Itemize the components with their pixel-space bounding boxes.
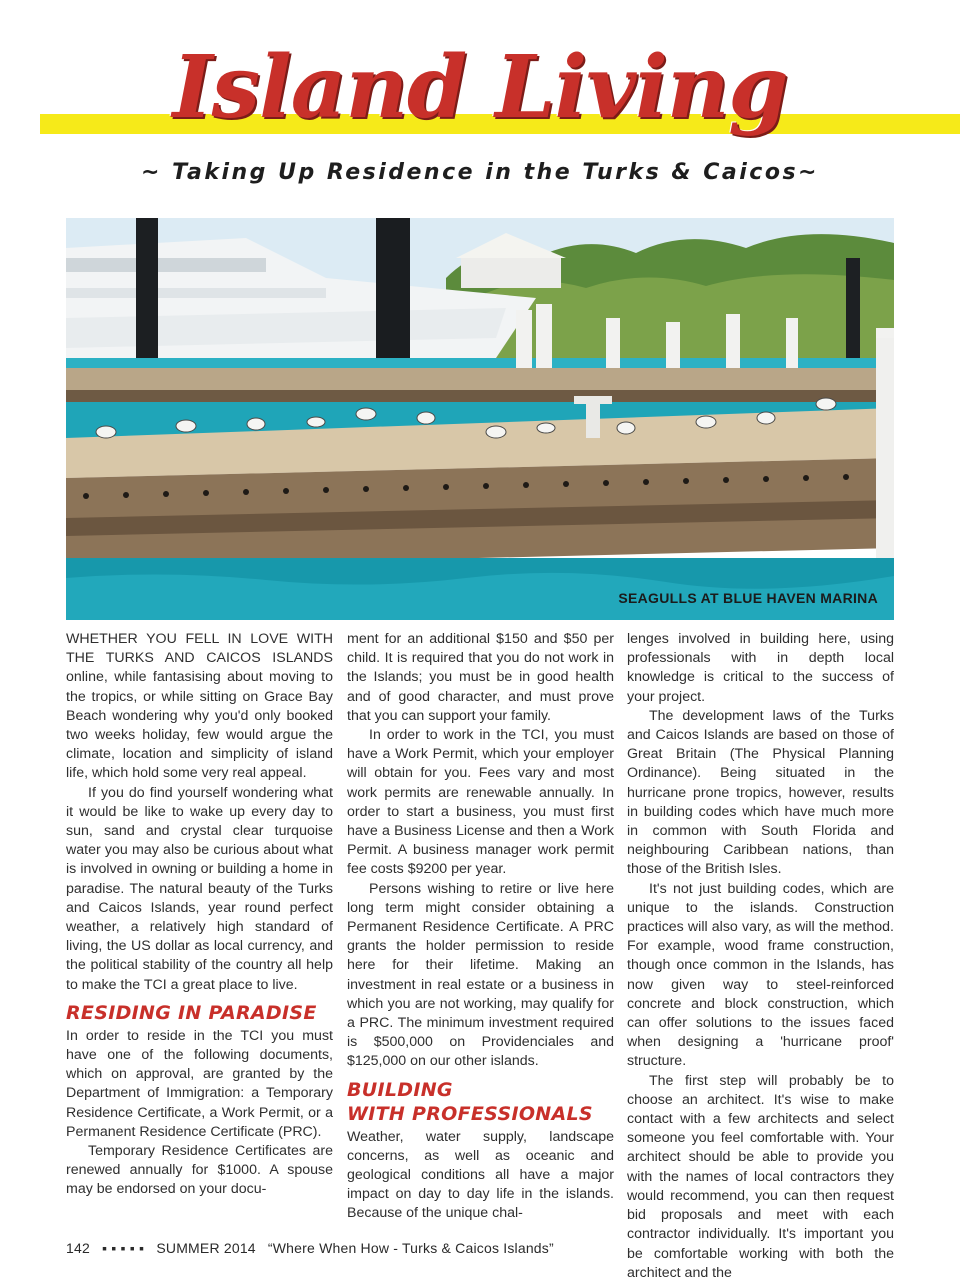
issue-date: SUMMER 2014 bbox=[156, 1240, 256, 1256]
article-paragraph: Persons wishing to retire or live here long term might consider obtaining a Permanent Residence Certificate. A PRC grants the holder permission to reside here for their lifetime. Making an investment in real estate or a business in which you are not working, may qualify for a PRC. The minimum investment required is $500,000 on Providenciales and $125,000 on our other islands. bbox=[347, 880, 614, 1070]
article-paragraph: ment for an additional $150 and $50 per child. It is required that you do not work in the Islands; you must be in good health and of good character, and must prove that you can support your family. bbox=[347, 631, 614, 724]
article-paragraph: Weather, water supply, landscape concerns, as well as oceanic and geological conditions all have a major impact on day to day life in the islands. Because of the unique chal- bbox=[347, 1128, 614, 1222]
page-footer bbox=[66, 1240, 894, 1256]
footer-dots: ▪ ▪ ▪ ▪ ▪ bbox=[102, 1240, 145, 1256]
article-paragraph: If you do find yourself wondering what it would be like to wake up every day to sun, sand and crystal clear turquoise water you may also be curious about what is involved in owning or building a home in paradise. The natural beauty of the Turks and Caicos Islands, year round perfect weather, a relatively high standard of living, the US dollar as local currency, and the political stability of the country all help to make the TCI a great place to live. bbox=[66, 784, 333, 993]
article-paragraph: It's not just building codes, which are unique to the islands. Construction practices will also vary, as will the method. For example, wood frame construction, though once common in the Islands, has now given way to steel-reinforced concrete and block construction, which can offer solutions to the issues faced when designing a 'hurricane proof' structure. bbox=[627, 880, 894, 1070]
page-subtitle: ~ Taking Up Residence in the Turks & Caicos~ bbox=[141, 160, 819, 185]
article-column-2 bbox=[347, 630, 614, 1222]
article-column-3 bbox=[627, 630, 894, 1281]
article-paragraph: In order to work in the TCI, you must have a Work Permit, which your employer will obtain for you. Fees vary and most work permits are renewable annually. In order to start a business, you must first have a Business License and then a Work Permit. A business manager work permit fee costs $9200 per year. bbox=[347, 727, 614, 878]
photo-caption: SEAGULLS AT BLUE HAVEN MARINA bbox=[618, 590, 878, 606]
marina-photo bbox=[66, 218, 894, 620]
article-paragraph: The development laws of the Turks and Caicos Islands are based on those of Great Britain (The Physical Planning Ordinance). Being situated in the hurricane prone tropics, however, results in building codes which have much more in common with South Florida and neighbouring Caribbean nations, than those of the British Isles. bbox=[627, 707, 894, 878]
section-heading-building bbox=[347, 1078, 614, 1126]
page-title: Island Living bbox=[172, 37, 788, 138]
section-heading-line: WITH PROFESSIONALS bbox=[347, 1102, 593, 1125]
article-paragraph: WHETHER YOU FELL IN LOVE WITH THE TURKS AND CAICOS ISLANDS online, while fantasising about moving to the tropics, or while sitting on Grace Bay Beach wondering why you'd only booked two weeks holiday, few would argue the climate, location and simplicity of island life, which hold some very real appeal. bbox=[66, 631, 333, 782]
article-paragraph: The first step will probably be to choose an architect. It's wise to make contact with a few architects and select someone you feel comfortable with. Your architect should be able to provide you with the names of local contractors they would recommend, you can then request bid proposals and meet with each contractor individually. It's important you be comfortable working with both the architect and the bbox=[627, 1072, 894, 1281]
article-paragraph: Temporary Residence Certificates are renewed annually for $1000. A spouse may be endorsed on your docu- bbox=[66, 1143, 333, 1198]
publication-name: “Where When How - Turks & Caicos Islands” bbox=[267, 1240, 554, 1256]
section-heading-line: BUILDING bbox=[347, 1078, 453, 1101]
article-paragraph: lenges involved in building here, using professionals with in depth local knowledge is critical to the success of your project. bbox=[627, 631, 894, 705]
article-column-1 bbox=[66, 630, 333, 1210]
article-paragraph: In order to reside in the TCI you must have one of the following documents, which on approval, are granted by the Department of Immigration: a Temporary Residence Certificate, a Work Permit, or a Permanent Residence Certificate (PRC). bbox=[66, 1027, 333, 1140]
marina-photo-illustration bbox=[66, 218, 894, 620]
page-number: 142 bbox=[66, 1240, 90, 1256]
section-heading-residing: RESIDING IN PARADISE bbox=[66, 1001, 317, 1024]
